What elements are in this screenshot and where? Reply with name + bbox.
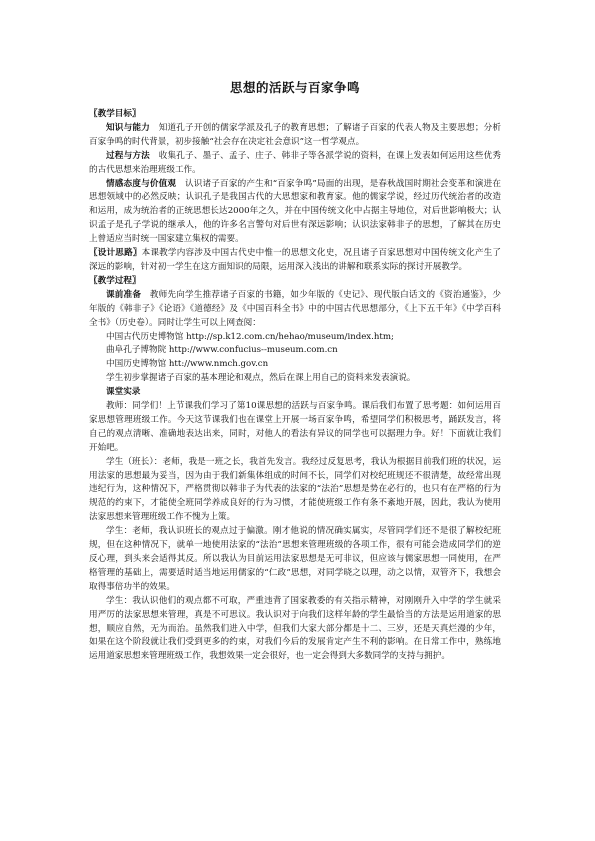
prep-after-text: 学生初步掌握诸子百家的基本理论和观点，然后在课上用自己的资料来发表演说。	[106, 373, 416, 384]
knowledge-paragraph	[89, 122, 501, 150]
emotion-paragraph	[89, 178, 501, 248]
record-paragraph: 学生：我认识他们的观点都不可取，严重违背了国家教委的有关指示精神，对刚刚升入中学的学生就采用严厉的法家思想来管理，真是不可思议。我认识对于向我们这样年龄的学生最恰当的方法是运用道家的思想，顺应自然，无为而治。虽然我们进入中学，但我们大家大部分都是十二、三岁，还是天真烂漫的少年，如果在这个阶段就让我们受到更多的约束，对我们今后的发展肯定产生不利的影响。在日常工作中，熟练地运用道家思想来管理班级工作，我想效果一定会很好，也一定会得到大多数同学的支持与拥护。	[89, 595, 501, 662]
goals-heading: 〖教学目标〗	[89, 109, 141, 119]
record-paragraph: 教师：同学们！上节课我们学习了第10课思想的活跃与百家争鸣。课后我们布置了思考题：如何运用百家思想管理班级工作。今天这节课我们也在课堂上开展一场百家争鸣，希望同学们积极思考，踊跃发言，将自己的观点清晰、准确地表达出来，同时，对他人的看法有异议的同学也可以据理力争。好！下面就让我们开始吧。	[89, 401, 501, 453]
emotion-label: 情感态度与价值观	[106, 178, 177, 189]
process-heading-line	[89, 275, 501, 289]
record-paragraph: 学生（班长）：老师，我是一班之长，我首先发言。我经过反复思考，我认为根据目前我们班的状况，运用法家的思想最为妥当，因为由于我们新集体组成的时间不长，同学们对校纪班规还不很清楚，故经常出现违纪行为，这种情况下，严格贯彻以韩非子为代表的法家的“法治”思想是势在必行的，也只有在严格的行为规范的约束下，才能使全班同学养成良好的行为习惯，才能使班级工作有条不紊地开展，因此，我认为使用法家思想来管理班级工作不愧为上策。	[89, 456, 501, 523]
class-record-heading-line	[89, 386, 501, 400]
process-method-label: 过程与方法	[106, 150, 150, 161]
link-history-museum[interactable]: 中国历史博物馆 htt://www.nmch.gov.cn	[106, 359, 269, 370]
process-method-paragraph	[89, 150, 501, 178]
emotion-text: 认识诸子百家的产生和“百家争鸣”局面的出现，是春秋战国时期社会变革和演进在思想领域中的必然反映；认识孔子是我国古代的大思想家和教育家。他的儒家学说，经过历代统治者的改造和运用，成为统治者的正统思想长达2000年之久，并在中国传统文化中占据主导地位，对后世影响极大；认识孟子是孔子学说的继承人，他的许多名言警句对后世有深远影响；认识法家韩非子的思想，了解其在历史上曾适应当时统一国家建立集权的需要。	[89, 178, 501, 245]
link-museum-ancient[interactable]: 中国古代历史博物馆 http://sp.k12.com.cn/hehao/museum/index.htm;	[106, 331, 394, 342]
design-paragraph	[89, 247, 501, 275]
prep-label: 课前准备	[106, 289, 142, 300]
knowledge-label: 知识与能力	[106, 122, 150, 133]
design-text: 本课教学内容涉及中国古代史中惟一的思想文化史，况且诸子百家思想对中国传统文化产生了深远的影响，针对初一学生在这方面知识的局限，运用深入浅出的讲解和联系实际的探讨开展教学。	[89, 248, 501, 272]
process-heading: 〖教学过程〗	[89, 275, 141, 286]
goals-heading-line	[89, 108, 501, 122]
prep-paragraph	[89, 289, 501, 331]
prep-text: 教师先向学生推荐诸子百家的书籍，如少年版的《史记》、现代版白话文的《资治通鉴》，少年版的《韩非子》《论语》《道德经》及《中国百科全书》中的中国古代思想部分，《上下五千年》《中学百科全书》（历史卷）。同时让学生可以上网查阅：	[89, 289, 501, 328]
process-method-text: 收集孔子、墨子、孟子、庄子、韩非子等各派学说的资料，在课上发表如何运用这些优秀的古代思想来治理班级工作。	[89, 150, 501, 175]
class-record-label: 课堂实录	[106, 387, 141, 398]
link-confucius-museum[interactable]: 曲阜孔子博物院 http://www.confucius--museum.com.cn	[106, 345, 338, 356]
design-heading: 〖设计思路〗	[89, 248, 142, 259]
document-title: 思想的活跃与百家争鸣	[229, 80, 360, 95]
record-paragraph: 学生：老师，我认识班长的观点过于偏激。刚才他说的情况确实属实，尽管同学们还不是很了解校纪班规，但在这种情况下，就单一地使用法家的“法治”思想来管理班级的各项工作，很有可能会造成同学们的逆反心理，到头来会适得其反。所以我认为目前运用法家思想是无可非议，但应该与儒家思想一同使用，在严格管理的基础上，需要适时适当地运用儒家的“仁政”思想，对同学晓之以理，动之以情，双管齐下，我想会取得事倍功半的效果。	[89, 526, 501, 592]
knowledge-text: 知道孔子开创的儒家学派及孔子的教育思想；了解诸子百家的代表人物及主要思想；分析百家争鸣的时代背景，初步接触“社会存在决定社会意识”这一哲学观点。	[89, 122, 501, 147]
